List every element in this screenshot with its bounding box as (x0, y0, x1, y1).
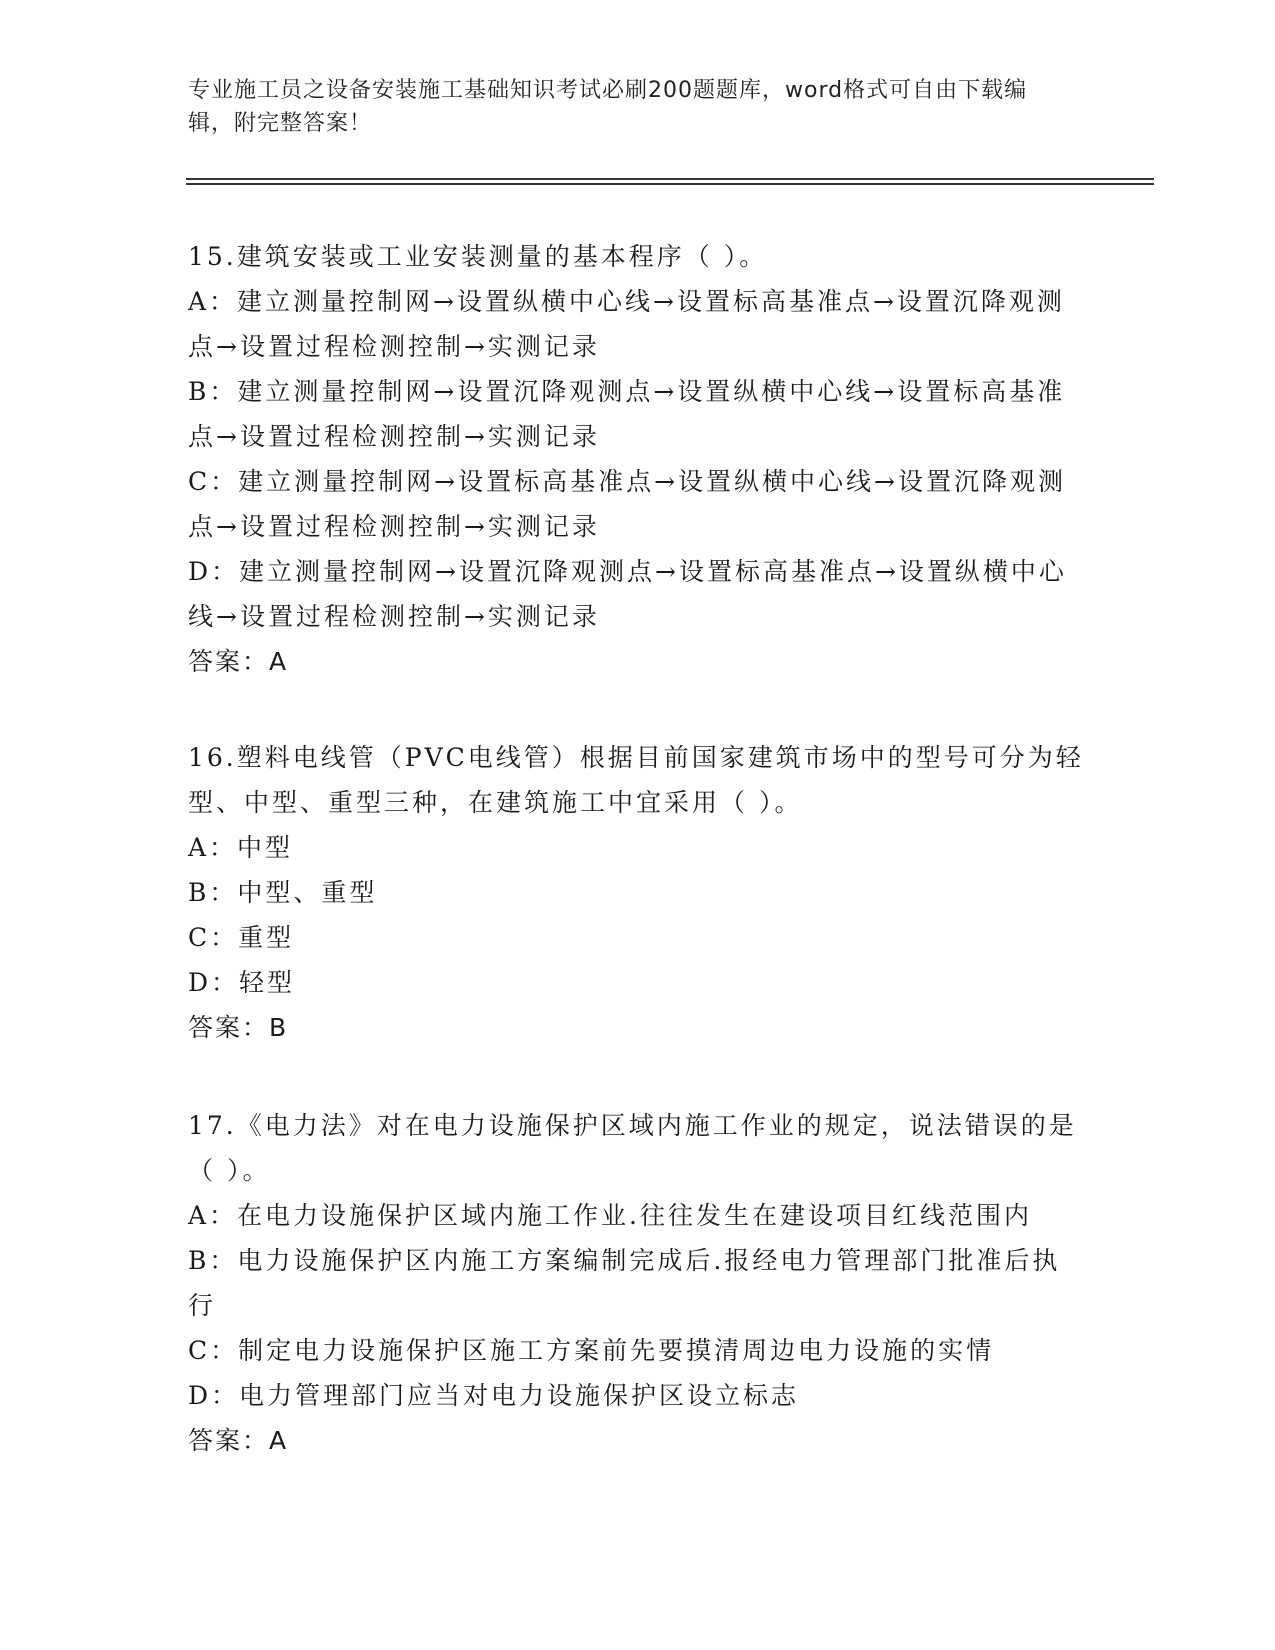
answer-label: 答案：A (188, 647, 289, 676)
option-b: B：电力设施保护区内施工方案编制完成后.报经电力管理部门批准后执行 (188, 1246, 1061, 1320)
option-a: A：建立测量控制网→设置纵横中心线→设置标高基准点→设置沉降观测点→设置过程检测控制→实测记录 (188, 287, 1065, 361)
option-b: B：建立测量控制网→设置沉降观测点→设置纵横中心线→设置标高基准点→设置过程检测控制→实测记录 (188, 377, 1066, 451)
option-d: D：建立测量控制网→设置沉降观测点→设置标高基准点→设置纵横中心线→设置过程检测控制→实测记录 (188, 557, 1067, 631)
answer-label: 答案：A (188, 1426, 289, 1455)
option-a: A：在电力设施保护区域内施工作业.往往发生在建设项目红线范围内 (188, 1201, 1033, 1230)
document-title: 专业施工员之设备安装施工基础知识考试必刷200题题库，word格式可自由下载编辑，附完整答案！ (188, 78, 1028, 136)
option-c: C：重型 (188, 923, 295, 952)
header-divider-bottom (186, 183, 1154, 185)
answer-label: 答案：B (188, 1013, 289, 1042)
question-17 (188, 1103, 1088, 1463)
question-stem: 17.《电力法》对在电力设施保护区域内施工作业的规定，说法错误的是（ ）。 (188, 1111, 1077, 1185)
option-b: B：中型、重型 (188, 878, 378, 907)
option-c: C：建立测量控制网→设置标高基准点→设置纵横中心线→设置沉降观测点→设置过程检测控制→实测记录 (188, 467, 1066, 541)
document-header (188, 74, 1068, 140)
question-stem: 16.塑料电线管（PVC电线管）根据目前国家建筑市场中的型号可分为轻型、中型、重型三种，在建筑施工中宜采用（ ）。 (188, 743, 1084, 817)
option-d: D：轻型 (188, 968, 296, 997)
option-c: C：制定电力设施保护区施工方案前先要摸清周边电力设施的实情 (188, 1336, 995, 1365)
question-stem: 15.建筑安装或工业安装测量的基本程序（ ）。 (188, 242, 768, 271)
header-divider-top (186, 178, 1154, 180)
option-a: A：中型 (188, 833, 294, 862)
option-d: D：电力管理部门应当对电力设施保护区设立标志 (188, 1381, 800, 1410)
question-16 (188, 735, 1088, 1050)
question-15 (188, 234, 1088, 684)
